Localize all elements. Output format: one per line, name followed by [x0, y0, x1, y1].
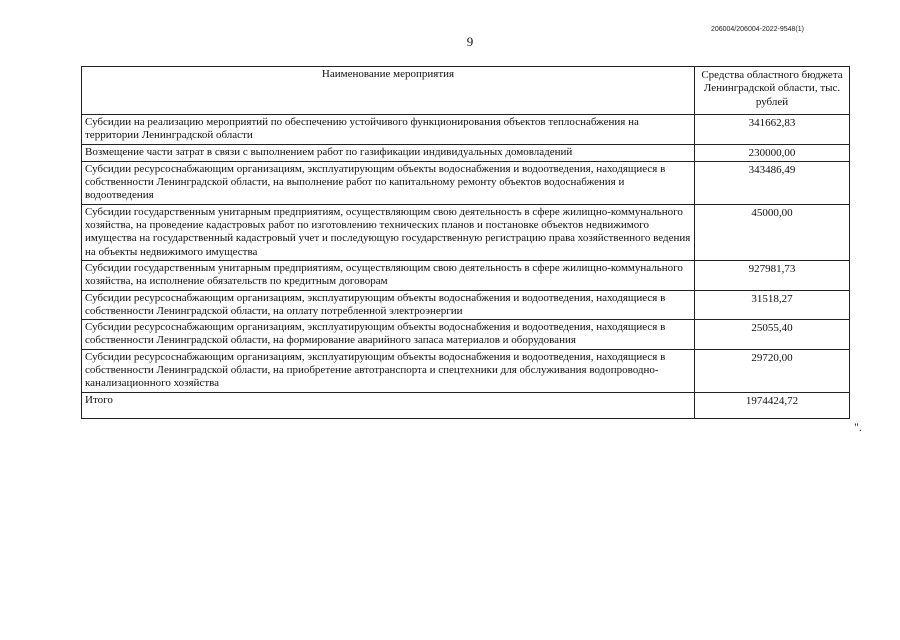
row-amount: 45000,00 — [695, 204, 850, 260]
table-header-row — [82, 67, 850, 115]
table-row — [82, 144, 850, 161]
header-amount: Средства областного бюджета Ленинградской области, тыс. рублей — [695, 67, 850, 115]
row-name: Субсидии ресурсоснабжающим организациям, эксплуатирующим объекты водоснабжения и водоотведения, находящиеся в собственности Ленинградской области, на оплату потребленной электроэнергии — [82, 290, 695, 320]
table-row — [82, 349, 850, 392]
row-amount: 29720,00 — [695, 349, 850, 392]
closing-quote-mark: ". — [854, 420, 862, 434]
row-name: Субсидии ресурсоснабжающим организациям, эксплуатирующим объекты водоснабжения и водоотведения, находящиеся в собственности Ленинградской области, на приобретение автотранспорта и спецтехники для обслуживания водопроводно-канализационного хозяйства — [82, 349, 695, 392]
budget-table — [81, 66, 850, 419]
row-amount: 341662,83 — [695, 115, 850, 145]
row-amount: 25055,40 — [695, 320, 850, 350]
row-amount: 230000,00 — [695, 144, 850, 161]
page-number: 9 — [466, 34, 474, 49]
table-total-row — [82, 392, 850, 418]
row-name: Субсидии ресурсоснабжающим организациям, эксплуатирующим объекты водоснабжения и водоотведения, находящиеся в собственности Ленинградской области, на выполнение работ по капитальному ремонту объектов водоснабжения и водоотведения — [82, 161, 695, 204]
row-amount: 927981,73 — [695, 260, 850, 290]
row-name: Субсидии государственным унитарным предприятиям, осуществляющим свою деятельность в сфере жилищно-коммунального хозяйства, на исполнение обязательств по кредитным договорам — [82, 260, 695, 290]
table-row — [82, 204, 850, 260]
row-amount: 31518,27 — [695, 290, 850, 320]
row-name: Субсидии ресурсоснабжающим организациям, эксплуатирующим объекты водоснабжения и водоотведения, находящиеся в собственности Ленинградской области, на формирование аварийного запаса материалов и оборудования — [82, 320, 695, 350]
table-row — [82, 260, 850, 290]
total-label: Итого — [82, 392, 695, 418]
table-row — [82, 115, 850, 145]
row-name: Субсидии на реализацию мероприятий по обеспечению устойчивого функционирования объектов теплоснабжения на территории Ленинградской области — [82, 115, 695, 145]
table-row — [82, 320, 850, 350]
table-row — [82, 161, 850, 204]
header-name: Наименование мероприятия — [82, 67, 695, 115]
row-name: Возмещение части затрат в связи с выполнением работ по газификации индивидуальных домовладений — [82, 144, 695, 161]
total-amount: 1974424,72 — [695, 392, 850, 418]
document-id: 206004/206004-2022-9548(1) — [710, 26, 804, 33]
row-name: Субсидии государственным унитарным предприятиям, осуществляющим свою деятельность в сфере жилищно-коммунального хозяйства, на проведение кадастровых работ по изготовлению технических планов и постановке объектов недвижимого имущества на государственный кадастровый учет и последующую государственную регистрацию права хозяйственного ведения на объекты недвижимого имущества — [82, 204, 695, 260]
row-amount: 343486,49 — [695, 161, 850, 204]
table-row — [82, 290, 850, 320]
